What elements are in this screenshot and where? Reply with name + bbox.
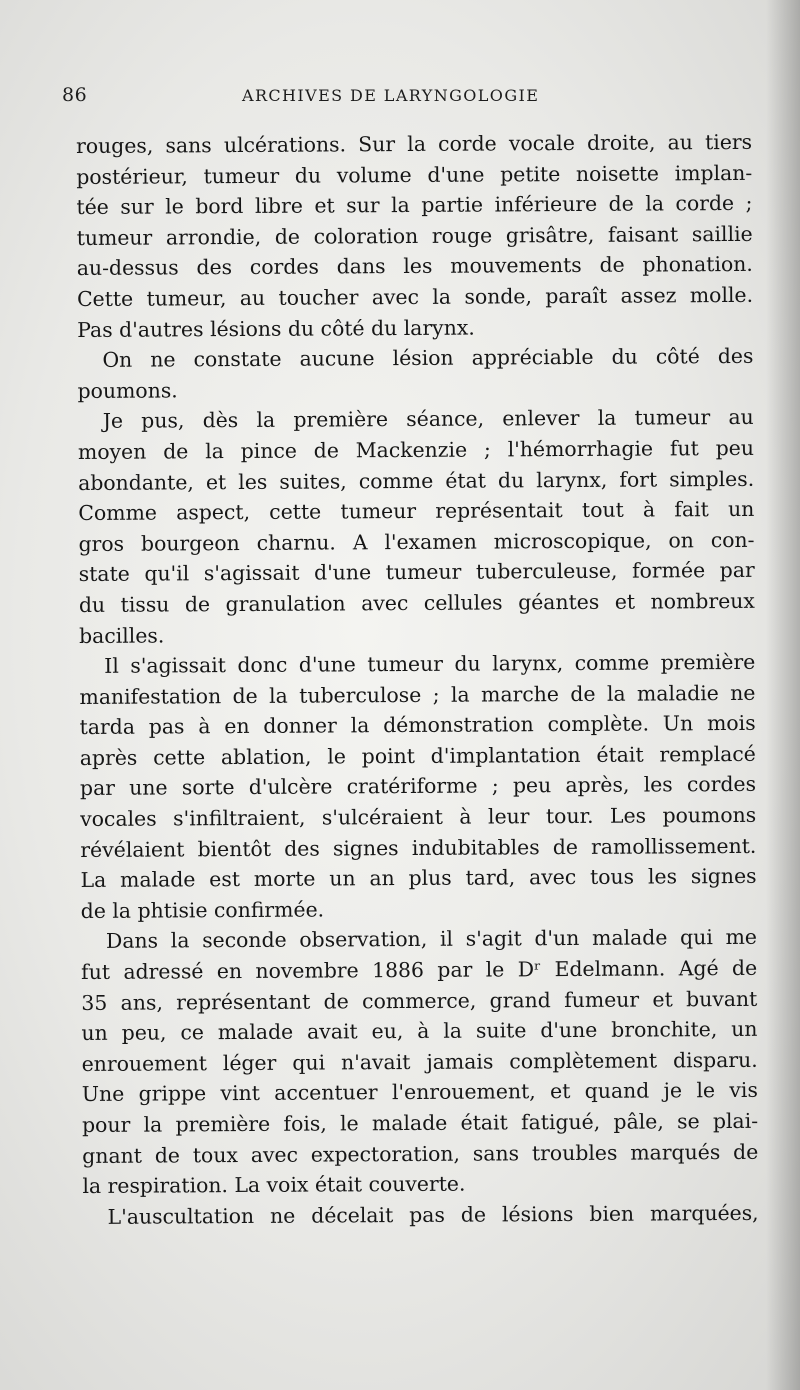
text-line: tumeur arrondie, de coloration rouge grisâtre, faisant saillie	[76, 221, 753, 250]
text-line: tée sur le bord libre et sur la partie inférieure de la corde ;	[76, 191, 753, 220]
text-line: postérieur, tumeur du volume d'une petite noisette implan-	[76, 160, 753, 189]
text-line: Je pus, dès la première séance, enlever la tumeur au	[102, 405, 754, 434]
text-line: par une sorte d'ulcère cratériforme ; peu après, les cordes	[79, 772, 757, 801]
page-edge-shadow	[766, 0, 800, 1390]
text-line: rouges, sans ulcérations. Sur la corde vocale droite, au tiers	[76, 129, 753, 158]
text-line: fut adressé en novembre 1886 par le Dʳ Edelmann. Agé de	[81, 955, 758, 985]
text-line: Comme aspect, cette tumeur représentait tout à fait un	[78, 496, 755, 526]
text-line: vocales s'infiltraient, s'ulcéraient à leur tour. Les poumons	[80, 802, 757, 832]
text-line: tarda pas à en donner la démonstration complète. Un mois	[79, 711, 756, 740]
text-line: de la phtisie confirmée.	[80, 897, 325, 923]
text-line: du tissu de granulation avec cellules géantes et nombreux	[78, 588, 755, 617]
text-line: pour la première fois, le malade était fatigué, pâle, se plai-	[81, 1108, 759, 1137]
text-line: On ne constate aucune lésion appréciable du côté des	[102, 344, 754, 372]
text-line: bacilles.	[79, 622, 165, 648]
text-line: Dans la seconde observation, il s'agit d'un malade qui me	[105, 925, 758, 954]
text-line: abondante, et les suites, comme état du larynx, fort simples.	[78, 466, 755, 495]
text-line: gnant de toux avec expectoration, sans troubles marqués de	[82, 1139, 759, 1168]
text-line: un peu, ce malade avait eu, à la suite d'une bronchite, un	[81, 1017, 758, 1046]
text-line: la respiration. La voix était couverte.	[82, 1171, 466, 1199]
text-line: poumons.	[77, 378, 178, 403]
text-line: au-dessus des cordes dans les mouvements de phonation.	[76, 252, 753, 281]
text-line: enrouement léger qui n'avait jamais complètement disparu.	[81, 1047, 758, 1076]
text-line: La malade est morte un an plus tard, avec tous les signes	[80, 864, 757, 893]
text-line: moyen de la pince de Mackenzie ; l'hémorrhagie fut peu	[77, 435, 755, 464]
page-number: 86	[62, 84, 88, 106]
text-line: après cette ablation, le point d'implantation était remplacé	[79, 741, 756, 770]
page-header	[62, 84, 752, 112]
text-line: manifestation de la tuberculose ; la marche de la maladie ne	[79, 680, 756, 709]
text-line: révélaient bientôt des signes indubitables de ramollissement.	[80, 833, 757, 862]
text-line: gros bourgeon charnu. A l'examen microscopique, on con-	[78, 527, 755, 556]
text-line: Pas d'autres lésions du côté du larynx.	[77, 315, 475, 342]
text-line: L'auscultation ne décelait pas de lésions bien marquées,	[107, 1200, 759, 1229]
text-line: Une grippe vint accentuer l'enrouement, et quand je le vis	[81, 1078, 758, 1107]
text-line: state qu'il s'agissait d'une tumeur tuberculeuse, formée par	[78, 558, 755, 587]
text-line: 35 ans, représentant de commerce, grand fumeur et buvant	[81, 986, 758, 1015]
body-text	[76, 127, 759, 1232]
text-line: Cette tumeur, au toucher avec la sonde, paraît assez molle.	[76, 282, 754, 311]
text-line: Il s'agissait donc d'une tumeur du larynx, comme première	[104, 649, 756, 678]
running-head: ARCHIVES DE LARYNGOLOGIE	[242, 86, 540, 105]
